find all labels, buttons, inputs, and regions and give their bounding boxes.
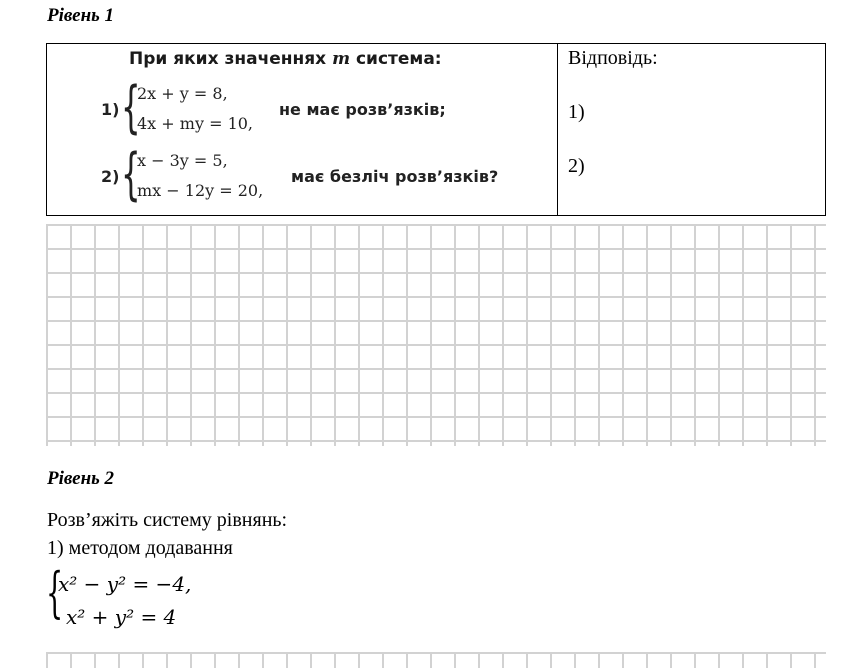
level-2-method: 1) методом додавання bbox=[47, 537, 233, 559]
system-2 bbox=[101, 142, 551, 207]
level-2-instruction: Розв’яжіть систему рівнянь: bbox=[47, 509, 288, 531]
task-title-suffix: система: bbox=[350, 49, 442, 69]
system-2-equation-1: x − 3y = 5, bbox=[137, 151, 228, 170]
system-1-condition: не має розв’язків; bbox=[279, 100, 446, 119]
work-grid-2 bbox=[46, 652, 826, 668]
system-2-condition: має безліч розв’язків? bbox=[291, 167, 499, 186]
system-3-equation-2: x² + y² = 4 bbox=[66, 605, 177, 629]
answer-item-1[interactable]: 1) bbox=[568, 101, 585, 123]
system-1-equation-2: 4x + my = 10, bbox=[137, 114, 254, 133]
level-2-heading: Рівень 2 bbox=[47, 468, 115, 489]
system-1-number: 1) bbox=[101, 100, 120, 119]
system-2-brace: { bbox=[121, 142, 141, 207]
system-1-equation-1: 2x + y = 8, bbox=[137, 84, 228, 103]
task-title bbox=[129, 49, 442, 69]
answer-title: Відповідь: bbox=[568, 47, 658, 69]
system-2-equation-2: mx − 12y = 20, bbox=[137, 181, 264, 200]
answer-cell bbox=[558, 44, 825, 215]
task-table bbox=[46, 43, 826, 216]
system-1-brace: { bbox=[121, 75, 141, 140]
answer-item-2[interactable]: 2) bbox=[568, 155, 585, 177]
task-question-cell bbox=[47, 44, 558, 215]
system-3-equation-1: x² − y² = −4, bbox=[58, 572, 192, 596]
system-2-number: 2) bbox=[101, 167, 120, 186]
system-1 bbox=[101, 75, 551, 140]
task-title-variable: m bbox=[332, 49, 351, 69]
level-1-heading: Рівень 1 bbox=[47, 5, 115, 26]
work-grid-1 bbox=[46, 224, 826, 446]
task-title-prefix: При яких значеннях bbox=[129, 49, 333, 69]
system-3-brace: { bbox=[46, 561, 64, 624]
